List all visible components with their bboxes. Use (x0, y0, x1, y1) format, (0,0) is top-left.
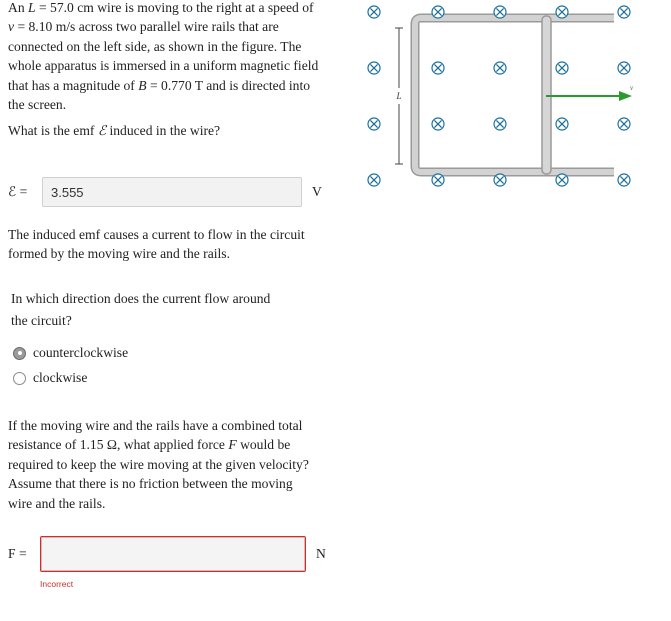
field-into-screen-icon (368, 6, 380, 18)
intro-text: = 0.770 T and is directed into the screen. (8, 77, 311, 113)
question-text: induced in the wire? (106, 123, 221, 138)
field-into-screen-icon (432, 6, 444, 18)
field-into-screen-icon (618, 6, 630, 18)
radio-button-selected[interactable] (13, 347, 26, 360)
force-question (8, 416, 320, 513)
field-symbol: B (138, 77, 147, 93)
force-symbol: F (228, 437, 237, 453)
field-into-screen-icon (368, 62, 380, 74)
field-into-screen-icon (556, 118, 568, 130)
field-into-screen-icon (432, 174, 444, 186)
option-counterclockwise[interactable] (13, 345, 128, 361)
radio-button[interactable] (13, 372, 26, 385)
emf-input[interactable] (42, 177, 302, 207)
intro-text: = 8.10 m/s across two parallel wire rails that are connected on the left side, as shown in the figure. The whole apparatus is immersed in a uniform magnetic field that has a magnitude of (8, 19, 319, 93)
question-text: If the moving wire and the rails have a combined total resistance of 1.15 Ω, what applied force (8, 418, 303, 453)
force-label: F = (8, 546, 27, 561)
speed-symbol: v (8, 19, 15, 35)
question-text: What is the emf (8, 123, 98, 138)
field-into-screen-icon (494, 174, 506, 186)
velocity-label: v (630, 84, 634, 92)
circuit-diagram (360, 0, 660, 200)
option-label: counterclockwise (33, 345, 129, 360)
emf-label: ℰ = (8, 184, 28, 199)
emf-question (8, 121, 320, 140)
velocity-arrow (546, 84, 634, 101)
field-into-screen-icon (618, 118, 630, 130)
emf-value: 3.555 (51, 184, 84, 200)
field-into-screen-icon (368, 174, 380, 186)
field-into-screen-icon (494, 118, 506, 130)
length-dimension (395, 28, 403, 164)
emf-unit: V (312, 184, 322, 199)
problem-intro (8, 0, 320, 114)
field-into-screen-icon (432, 62, 444, 74)
force-unit: N (316, 546, 326, 561)
field-into-screen-icon (556, 6, 568, 18)
emf-answer-row (8, 176, 322, 208)
emf-symbol: ℰ (97, 123, 107, 138)
length-label: L (396, 91, 402, 101)
field-into-screen-icon (368, 118, 380, 130)
intro-text: = 57.0 cm wire is moving to the right at a speed of (35, 0, 314, 15)
question-text: would be required to keep the wire moving at the given velocity? Assume that there is no friction between the moving wire and the rails. (8, 437, 309, 511)
option-clockwise[interactable] (13, 370, 87, 386)
field-into-screen-icon (556, 62, 568, 74)
field-into-screen-icon (618, 174, 630, 186)
field-into-screen-icon (494, 62, 506, 74)
field-into-screen-icon (494, 6, 506, 18)
field-into-screen-icon (556, 174, 568, 186)
intro-text: An (8, 0, 29, 15)
incorrect-feedback: Incorrect (40, 579, 74, 589)
direction-question: In which direction does the current flow around the circuit? (11, 291, 271, 328)
force-input[interactable] (40, 536, 306, 572)
field-into-screen-icon (618, 62, 630, 74)
induced-text: The induced emf causes a current to flow in the circuit formed by the moving wire and the rails. (8, 227, 305, 262)
field-into-screen-icon (432, 118, 444, 130)
force-answer-row (8, 538, 326, 570)
option-label: clockwise (33, 370, 88, 385)
length-symbol: L (28, 0, 36, 15)
